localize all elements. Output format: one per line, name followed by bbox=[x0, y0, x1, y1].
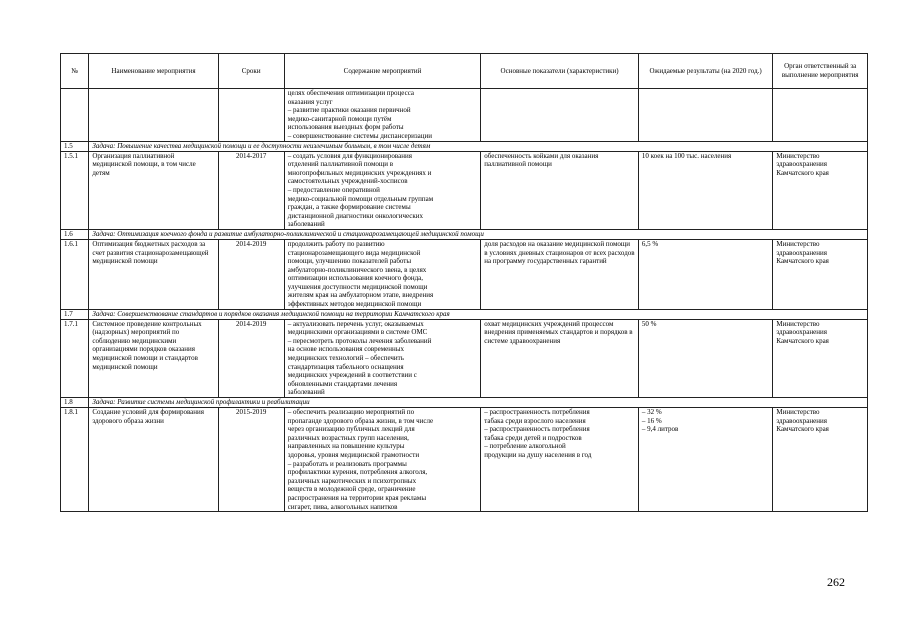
table-row-1-6-1 bbox=[61, 239, 868, 309]
header-content: Содержание мероприятий bbox=[284, 54, 480, 89]
task-number: 1.8 bbox=[61, 398, 89, 408]
task-row-1-6 bbox=[61, 229, 868, 239]
measures-table bbox=[60, 53, 868, 512]
task-text: Задача: Повышение качества медицинской помощи и ее доступности неизлечимым больным, в том числе детям bbox=[89, 141, 868, 151]
table-row-1-7-1 bbox=[61, 319, 868, 397]
row-number: 1.5.1 bbox=[61, 151, 89, 229]
row-indicators: доля расходов на оказание медицинской помощи в условиях дневных стационаров от всех расходов на программу государственных гарантий bbox=[481, 239, 639, 309]
row-responsible: Министерство здравоохранения Камчатского края bbox=[773, 319, 868, 397]
row-term: 2015-2019 bbox=[218, 408, 284, 512]
row-content: – создать условия для функционирования отделений паллиативной помощи в многопрофильных медицинских учреждениях и самостоятельных учреждений-хосписов – предоставление оперативной медико-социальной помощи отдельным группам граждан, а также формирование системы дистанционной диагностики онкологических заболеваний bbox=[284, 151, 480, 229]
row-results: 50 % bbox=[638, 319, 773, 397]
row-name: Системное проведение контрольных (надзорных) мероприятий по соблюдению медицинскими организациями порядков оказания медицинской помощи и стандартов медицинской помощи bbox=[89, 319, 218, 397]
table-row-1-5-1 bbox=[61, 151, 868, 229]
table-header-row bbox=[61, 54, 868, 89]
row-responsible: Министерство здравоохранения Камчатского края bbox=[773, 408, 868, 512]
task-row-1-7 bbox=[61, 309, 868, 319]
header-number: № bbox=[61, 54, 89, 89]
header-results: Ожидаемые результаты (на 2020 год.) bbox=[638, 54, 773, 89]
task-number: 1.6 bbox=[61, 229, 89, 239]
row-term: 2014-2017 bbox=[218, 151, 284, 229]
row-results: 10 коек на 100 тыс. населения bbox=[638, 151, 773, 229]
header-name: Наименование мероприятия bbox=[89, 54, 218, 89]
row-responsible: Министерство здравоохранения Камчатского края bbox=[773, 151, 868, 229]
row-responsible: Министерство здравоохранения Камчатского края bbox=[773, 239, 868, 309]
header-indicators: Основные показатели (характеристики) bbox=[481, 54, 639, 89]
table-row-continuation bbox=[61, 89, 868, 142]
task-row-1-8 bbox=[61, 398, 868, 408]
row-results: 6,5 % bbox=[638, 239, 773, 309]
row-number: 1.8.1 bbox=[61, 408, 89, 512]
row-content: продолжить работу по развитию стационарозамещающего вида медицинской помощи, улучшению показателей работы амбулаторно-поликлинического звена, в целях оптимизации использования коечного фонда, улучшения доступности медицинской помощи жителям края на амбулаторном этапе, внедрения эффективных методов медицинской помощи bbox=[284, 239, 480, 309]
row-content: – актуализовать перечень услуг, оказываемых медицинскими организациями в системе ОМС – пересмотреть протоколы лечения заболеваний на основе использования современных медицинских технологий – обеспечить стандартизация табельного оснащения медицинских учреждений в соответствии с обновленными стандартами лечения заболеваний bbox=[284, 319, 480, 397]
header-term: Сроки bbox=[218, 54, 284, 89]
row-number: 1.7.1 bbox=[61, 319, 89, 397]
task-row-1-5 bbox=[61, 141, 868, 151]
task-text: Задача: Совершенствование стандартов и порядков оказания медицинской помощи на территории Камчатского края bbox=[89, 309, 868, 319]
row-content: – обеспечить реализацию мероприятий по пропаганде здорового образа жизни, в том числе через организацию публичных лекций для различных возрастных групп населения, направленных на повышение культуры здоровья, уровня медицинской грамотности – разработать и реализовать программы профилактики курения, потребления алкоголя, различных наркотических и психотропных веществ в молодежной среде, ограничение распространения на территории края рекламы сигарет, пива, алкогольных напитков bbox=[284, 408, 480, 512]
task-text: Задача: Развитие системы медицинской профилактики и реабилитации bbox=[89, 398, 868, 408]
page-number: 262 bbox=[827, 575, 845, 589]
row-indicators: – распространенность потребления табака среди взрослого населения – распространенность потребления табака среди детей и подростков – потребление алкогольной продукции на душу населения в год bbox=[481, 408, 639, 512]
row-indicators: обеспеченность койками для оказания паллиативной помощи bbox=[481, 151, 639, 229]
row-indicators: охват медицинских учреждений процессом внедрения применяемых стандартов и порядков в системе здравоохранения bbox=[481, 319, 639, 397]
task-text: Задача: Оптимизация коечного фонда и развитие амбулаторно-поликлинической и стационарозамещающей медицинской помощи bbox=[89, 229, 868, 239]
row-name: Оптимизация бюджетных расходов за счет развития стационарозамещающей медицинской помощи bbox=[89, 239, 218, 309]
header-responsible: Орган ответственный за выполнение мероприятия bbox=[773, 54, 868, 89]
row-name: Организация паллиативной медицинской помощи, в том числе детям bbox=[89, 151, 218, 229]
row-term: 2014-2019 bbox=[218, 319, 284, 397]
table-row-1-8-1 bbox=[61, 408, 868, 512]
row-name: Создание условий для формирования здорового образа жизни bbox=[89, 408, 218, 512]
row-results: – 32 % – 16 % – 9,4 литров bbox=[638, 408, 773, 512]
row-number: 1.6.1 bbox=[61, 239, 89, 309]
task-number: 1.7 bbox=[61, 309, 89, 319]
row-term: 2014-2019 bbox=[218, 239, 284, 309]
content-cell: целях обеспечения оптимизации процесса оказания услуг – развитие практики оказания первичной медико-санитарной помощи путём использования выездных форм работы – совершенствование системы диспансеризации bbox=[284, 89, 480, 142]
task-number: 1.5 bbox=[61, 141, 89, 151]
